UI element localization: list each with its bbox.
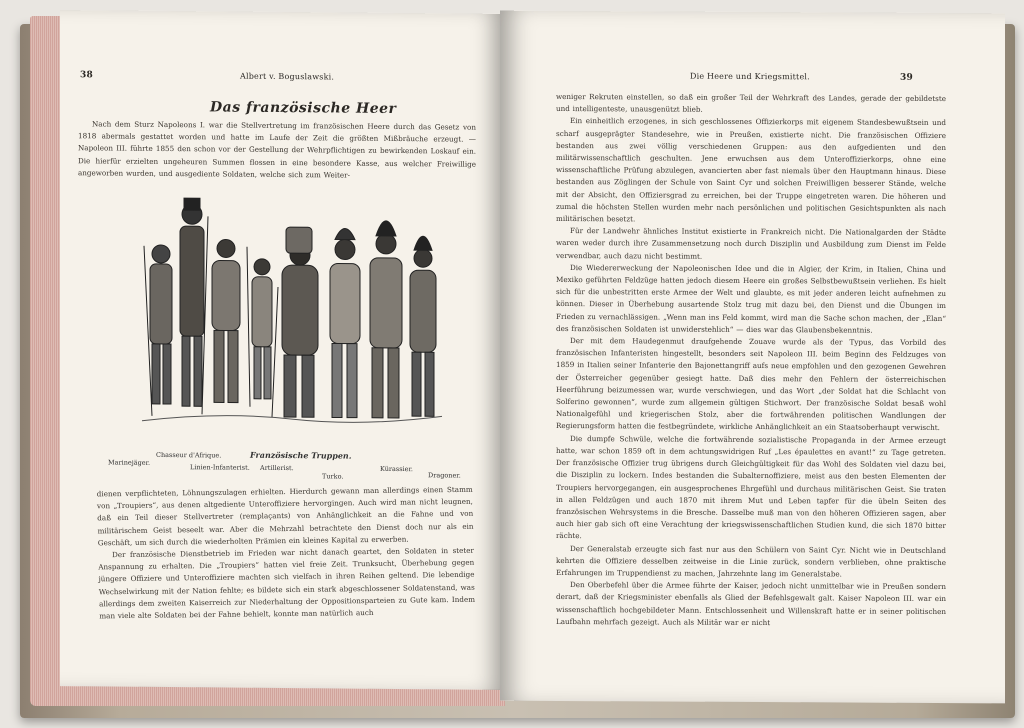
figure-label: Chasseur d'Afrique. [156,450,222,460]
left-text-top [78,118,476,182]
right-running-head: Die Heere und Kriegsmittel. [690,71,810,82]
paragraph: Der Generalstab erzeugte sich fast nur aus den Schülern von Saint Cyr. Nicht wie in Deutschland kehrten die Offiziere desselben zeitweise in die Linie zurück, sondern verblieben, ohne praktische Erfahrungen im Truppendienst zu machen, Jahrzehnte lang im Generalstabe. [556,543,946,579]
paragraph: Die Wiedererweckung der Napoleonischen Idee und die in Algier, der Krim, in Italien, China und Mexiko geführten Feldzüge hatten jedoch diesem Heere ein großes Selbstbewußtsein verliehen. Es hielt sich für die unbestritten erste Armee der Welt und glaubte, es mit jeder anderen leicht aufnehmen zu können. Dieser in Überhebung ausartende Stolz trug mit dazu bei, den Dienst und die Übungen im Frieden zu vernachlässigen. „Wenn man ins Feld kommt, wird man die Sache schon machen, der „Elan“ des französischen Soldaten ist unwiderstehlich“ — dies war das Glaubensbekenntnis. [556,262,946,335]
right-page [500,11,1005,704]
figure-label: Marinejäger. [108,458,151,467]
illustration-soldiers [132,186,452,449]
figure-caption: Französische Truppen. [250,449,352,461]
paragraph: dienen verpflichteten, Löhnungszulagen erhielten. Hierdurch gewann man allerdings einen Stamm von „Troupiers“, aus denen altgediente Unteroffiziere hervorgingen. Auch wird man nicht leugnen, daß ein Teil dieser Stellvertreter (remplaçants) von Anhänglichkeit an die Fahne und von militärischem Geist beseelt war. Aber die Mehrzahl betrachtete den Dienst doch nur als ein Geschäft, um sich durch die wiederholten Prämien ein kleines Kapital zu erwerben. [96,484,474,548]
left-text-bottom [97,484,476,623]
figure-label: Linien-Infanterist. [190,463,250,472]
paragraph: weniger Rekruten einstellen, so daß ein großer Teil der Wehrkraft des Landes, gerade der gebildetste und intelligenteste, unausgenützt blieb. [556,91,946,114]
figure-label: Kürassier. [380,464,413,474]
figure-label: Turko. [322,472,344,481]
right-page-number: 39 [900,72,913,83]
left-running-head: Albert v. Boguslawski. [240,71,335,82]
paragraph: Den Oberbefehl über die Armee führte der Kaiser, jedoch nicht unmittelbar wie in Preußen sondern derart, daß der Kriegsminister ebenfalls als Glied der Befehlsgewalt galt. Kaiser Napoleon III. war ein wissenschaftlich hochgebildeter Mann. Entschlossenheit und Willenskraft hatte er in seiner politischen Laufbahn mehrfach gezeigt. Auch als Militär war er nicht [556,580,946,627]
right-text [556,91,946,630]
chapter-title: Das französische Heer [210,99,397,118]
paragraph: Die dumpfe Schwüle, welche die fortwährende sozialistische Propaganda in der Armee erzeugt hatte, war schon 1859 oft in dem achtungswidrigen Ruf „Les épaulettes en avant!“ zu Tage getreten. Der französische Offizier trug übrigens durch Gleichgültigkeit für das Wohl des Soldaten viel dazu bei, die Disziplin zu lockern. Indes bestanden die Subalternoffiziere, meist aus den besten Elementen der Troupiers hervorgegangen, ein ausgesprochenes Ehrgefühl und durchaus militärischen Geist. Sie traten in allen Feldzügen und auch 1870 mit ihrem Mut und Leben tapfer für die übeln Seiten des französischen Wehrsystems in die Bresche. Dasselbe muß man von den höheren Offizieren sagen, aber auch hier gab sich oft eine Verachtung der kriegswissenschaftlichen Studien kund, die sich 1870 bitter rächte. [556,433,946,541]
figure-label: Dragoner. [428,471,461,480]
figure-label: Artillerist. [260,463,294,473]
paragraph: Ein einheitlich erzogenes, in sich geschlossenes Offizierkorps mit eigenem Standesbewußtsein und scharf ausgeprägter Standesehre, wie in Preußen, existierte nicht. Die französischen Offiziere bestanden aus zwei völlig verschiedenen Gruppen: aus den aufgedienten und den militärwissenschaftlich geschulten. Jene erwuchsen aus dem Unteroffizierkorps, ohne eine wissenschaftliche Prüfung abzulegen, avancierten aber fast niemals über den Hauptmann hinaus. Diese bestanden aus Zöglingen der Schule von Saint Cyr und solchen Freiwilligen besserer Stände, welche mit der Absicht, den Offiziersgrad zu erreichen, bei der Truppe eingetreten waren. Die höheren und zumal die höchsten Stellen wurden mehr nach persönlichen und politischen Gesichtspunkten als nach militärischen besetzt. [556,116,946,224]
paragraph: Nach dem Sturz Napoleons I. war die Stellvertretung im französischen Heere durch das Gesetz von 1818 abermals gestattet worden und hatte im Laufe der Zeit die größten Mißbräuche erzeugt. — Napoleon III. führte 1855 den schon vor der Gestellung der Wehrpflichtigen zu bewirkenden Loskauf ein. Die hierfür erzielten ungeheuren Summen flossen in eine besondere Kasse, aus welcher Freiwillige angeworben wurden, und ausgediente Soldaten, welche sich zum Weiter- [78,119,476,180]
left-page [60,10,502,690]
paragraph: Der mit dem Haudegenmut draufgehende Zouave wurde als der Typus, das Vorbild des französischen Infanteristen hingestellt, besonders seit Napoleon III. beim Beginn des Feldzuges von 1859 in Italien seiner Infanterie den Bajonettangriff aufs neue empfohlen und den gezogenen Gewehren der Österreicher gegenüber gesiegt hatte. Daß dies mehr den Fehlern der österreichischen Heerführung beizumessen war, wurde verschwiegen, und das Wort „der Soldat hat die Schlacht von Solferino gewonnen“, wurde zum allgemein gültigen Stichwort. Der französische Soldat besaß wohl Nationalgefühl und kriegerischen Stolz, aber die fortwährenden politischen Wandlungen der Regierungsform hatten die festbegründete, wirkliche Anhänglichkeit an ein Staatsoberhaupt verwischt. [556,336,946,433]
left-page-number: 38 [80,70,93,81]
paragraph: Der französische Dienstbetrieb im Frieden war nicht danach geartet, den Soldaten in steter Anspannung zu erhalten. Die „Troupiers“ hatten viel freie Zeit. Trunksucht, Überhebung gegen jüngere Offiziere und Unteroffiziere machten sich vielfach in ihren Reihen geltend. Die lebendige Wechselwirkung mit der Nation fehlte; es bildete sich ein stark abgeschlossener Soldatenstand, was allerdings dem zweiten Kaiserreich zur Niederhaltung der Oppositionsparteien zu Gute kam. Indem man viele alte Soldaten bei der Fahne behielt, konnte man natürlich auch [98,545,476,621]
paragraph: Für der Landwehr ähnliches Institut existierte in Frankreich nicht. Die Nationalgarden der Städte waren weder durch ihre Zusammensetzung noch durch Disziplin und Ausbildung zum Dienst im Felde verwendbar, auch dazu nicht bestimmt. [556,226,946,261]
